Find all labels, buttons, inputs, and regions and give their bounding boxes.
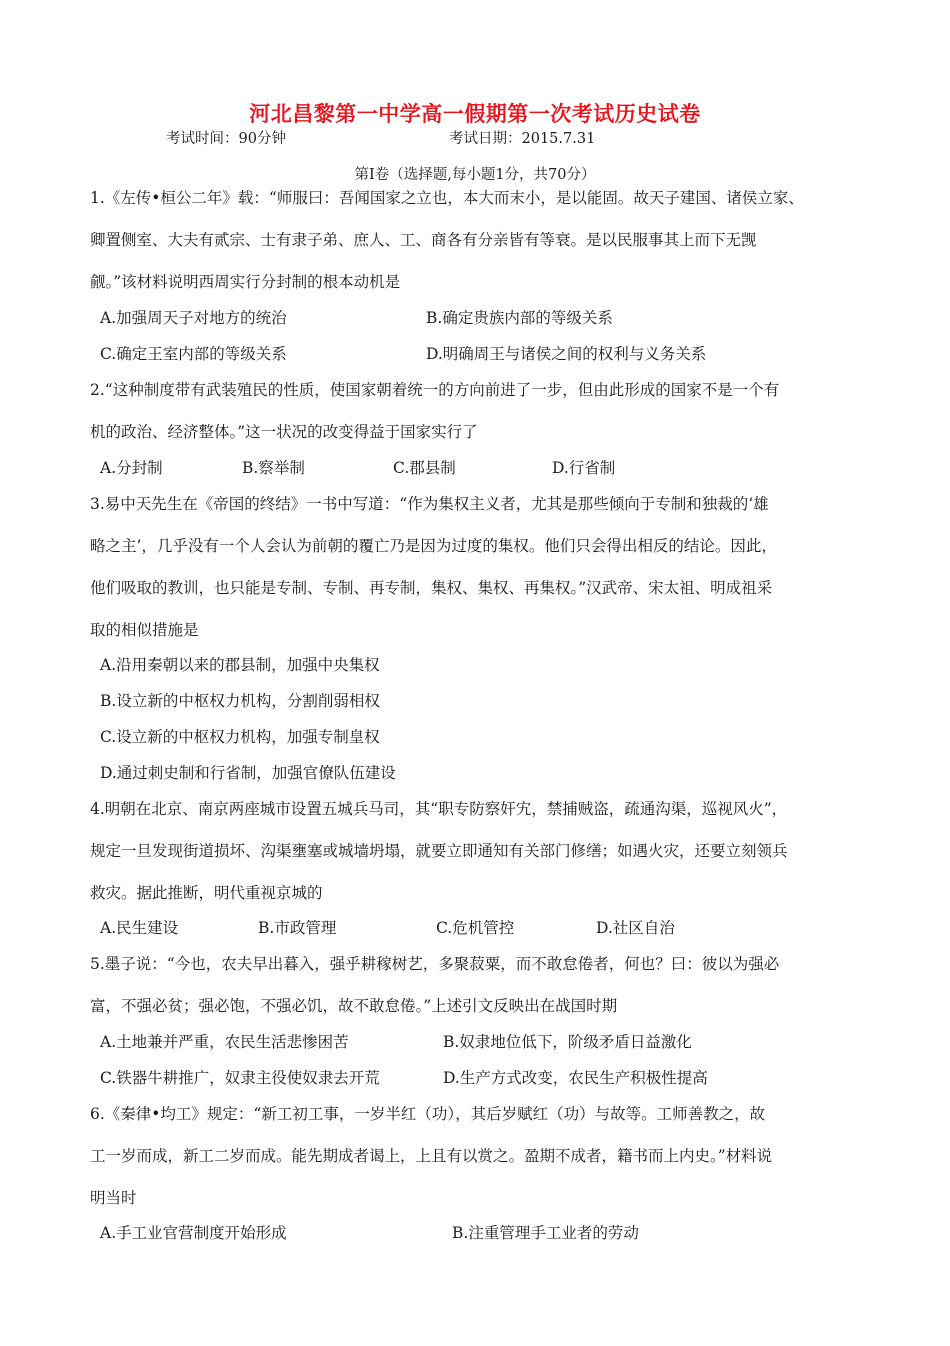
question-3-option-c[interactable]: C.设立新的中枢权力机构，加强专制皇权 — [100, 728, 380, 746]
question-1-option-b[interactable]: B.确定贵族内部的等级关系 — [426, 309, 613, 327]
question-2-option-b[interactable]: B.察举制 — [242, 459, 305, 477]
question-6-line-1: 6.《秦律•均工》规定：“新工初工事，一岁半红（功），其后岁赋红（功）与故等。工师善教之，故 — [90, 1105, 766, 1123]
question-4-option-c[interactable]: C.危机管控 — [436, 919, 515, 937]
question-5-option-b[interactable]: B.奴隶地位低下，阶级矛盾日益激化 — [443, 1033, 692, 1051]
question-5-line-2: 富，不强必贫；强必饱，不强必饥，故不敢怠倦。”上述引文反映出在战国时期 — [90, 997, 618, 1015]
question-6-line-2: 工一岁而成，新工二岁而成。能先期成者谒上，上且有以赏之。盈期不成者，籍书而上内史。”材料说 — [90, 1147, 773, 1165]
question-4-option-b[interactable]: B.市政管理 — [258, 919, 337, 937]
question-3-line-4: 取的相似措施是 — [90, 621, 199, 639]
question-4-line-3: 救灾。据此推断，明代重视京城的 — [90, 884, 323, 902]
question-2-option-a[interactable]: A.分封制 — [100, 459, 163, 477]
exam-title: 河北昌黎第一中学高一假期第一次考试历史试卷 — [249, 101, 701, 126]
question-4-line-1: 4.明朝在北京、南京两座城市设置五城兵马司，其“职专防察奸宄，禁捕贼盗，疏通沟渠，巡视风火”， — [90, 800, 788, 818]
question-5-option-d[interactable]: D.生产方式改变，农民生产积极性提高 — [443, 1069, 708, 1087]
question-1-line-3: 觎。”该材料说明西周实行分封制的根本动机是 — [90, 273, 401, 291]
question-2-line-2: 机的政治、经济整体。”这一状况的改变得益于国家实行了 — [90, 423, 478, 441]
question-1-option-a[interactable]: A.加强周天子对地方的统治 — [100, 309, 287, 327]
question-5-line-1: 5.墨子说：“今也，农夫早出暮入，强乎耕稼树艺，多聚菽粟，而不敢怠倦者，何也？曰：彼以为强必 — [90, 955, 780, 973]
question-5-option-c[interactable]: C.铁器牛耕推广，奴隶主役使奴隶去开荒 — [100, 1069, 380, 1087]
question-1-line-2: 卿置侧室、大夫有贰宗、士有隶子弟、庶人、工、商各有分亲皆有等衰。是以民服事其上而下无觊 — [90, 231, 757, 249]
question-3-line-1: 3.易中天先生在《帝国的终结》一书中写道：“作为集权主义者，尤其是那些倾向于专制和独裁的‘雄 — [90, 495, 769, 513]
question-4-option-a[interactable]: A.民生建设 — [100, 919, 179, 937]
section-heading: 第Ⅰ卷（选择题,每小题1分，共70分） — [354, 167, 596, 183]
question-3-line-3: 他们吸取的教训，也只能是专制、专制、再专制，集权、集权、再集权。”汉武帝、宋太祖、明成祖采 — [90, 579, 773, 597]
question-3-option-b[interactable]: B.设立新的中枢权力机构，分割削弱相权 — [100, 692, 380, 710]
exam-date: 考试日期：2015.7.31 — [449, 131, 596, 147]
question-4-option-d[interactable]: D.社区自治 — [596, 919, 675, 937]
question-6-option-a[interactable]: A.手工业官营制度开始形成 — [100, 1224, 287, 1242]
question-3-option-a[interactable]: A.沿用秦朝以来的郡县制，加强中央集权 — [100, 656, 380, 674]
question-1-option-c[interactable]: C.确定王室内部的等级关系 — [100, 345, 287, 363]
question-2-option-d[interactable]: D.行省制 — [552, 459, 616, 477]
question-1-option-d[interactable]: D.明确周王与诸侯之间的权利与义务关系 — [426, 345, 707, 363]
question-3-option-d[interactable]: D.通过刺史制和行省制，加强官僚队伍建设 — [100, 764, 396, 782]
question-2-option-c[interactable]: C.郡县制 — [393, 459, 456, 477]
exam-time: 考试时间：90分钟 — [166, 131, 286, 147]
question-2-line-1: 2.“这种制度带有武装殖民的性质，使国家朝着统一的方向前进了一步，但由此形成的国家不是一个有 — [90, 381, 780, 399]
question-6-line-3: 明当时 — [90, 1189, 137, 1207]
question-1-line-1: 1.《左传•桓公二年》载：“师服曰：吾闻国家之立也，本大而末小，是以能固。故天子建国、诸侯立家、 — [90, 189, 804, 207]
question-3-line-2: 略之主’，几乎没有一个人会认为前朝的覆亡乃是因为过度的集权。他们只会得出相反的结论。因此， — [90, 537, 777, 555]
question-6-option-b[interactable]: B.注重管理手工业者的劳动 — [452, 1224, 639, 1242]
question-4-line-2: 规定一旦发现街道损坏、沟渠壅塞或城墙坍塌，就要立即通知有关部门修缮；如遇火灾，还要立刻领兵 — [90, 842, 788, 860]
question-5-option-a[interactable]: A.土地兼并严重，农民生活悲惨困苦 — [100, 1033, 349, 1051]
